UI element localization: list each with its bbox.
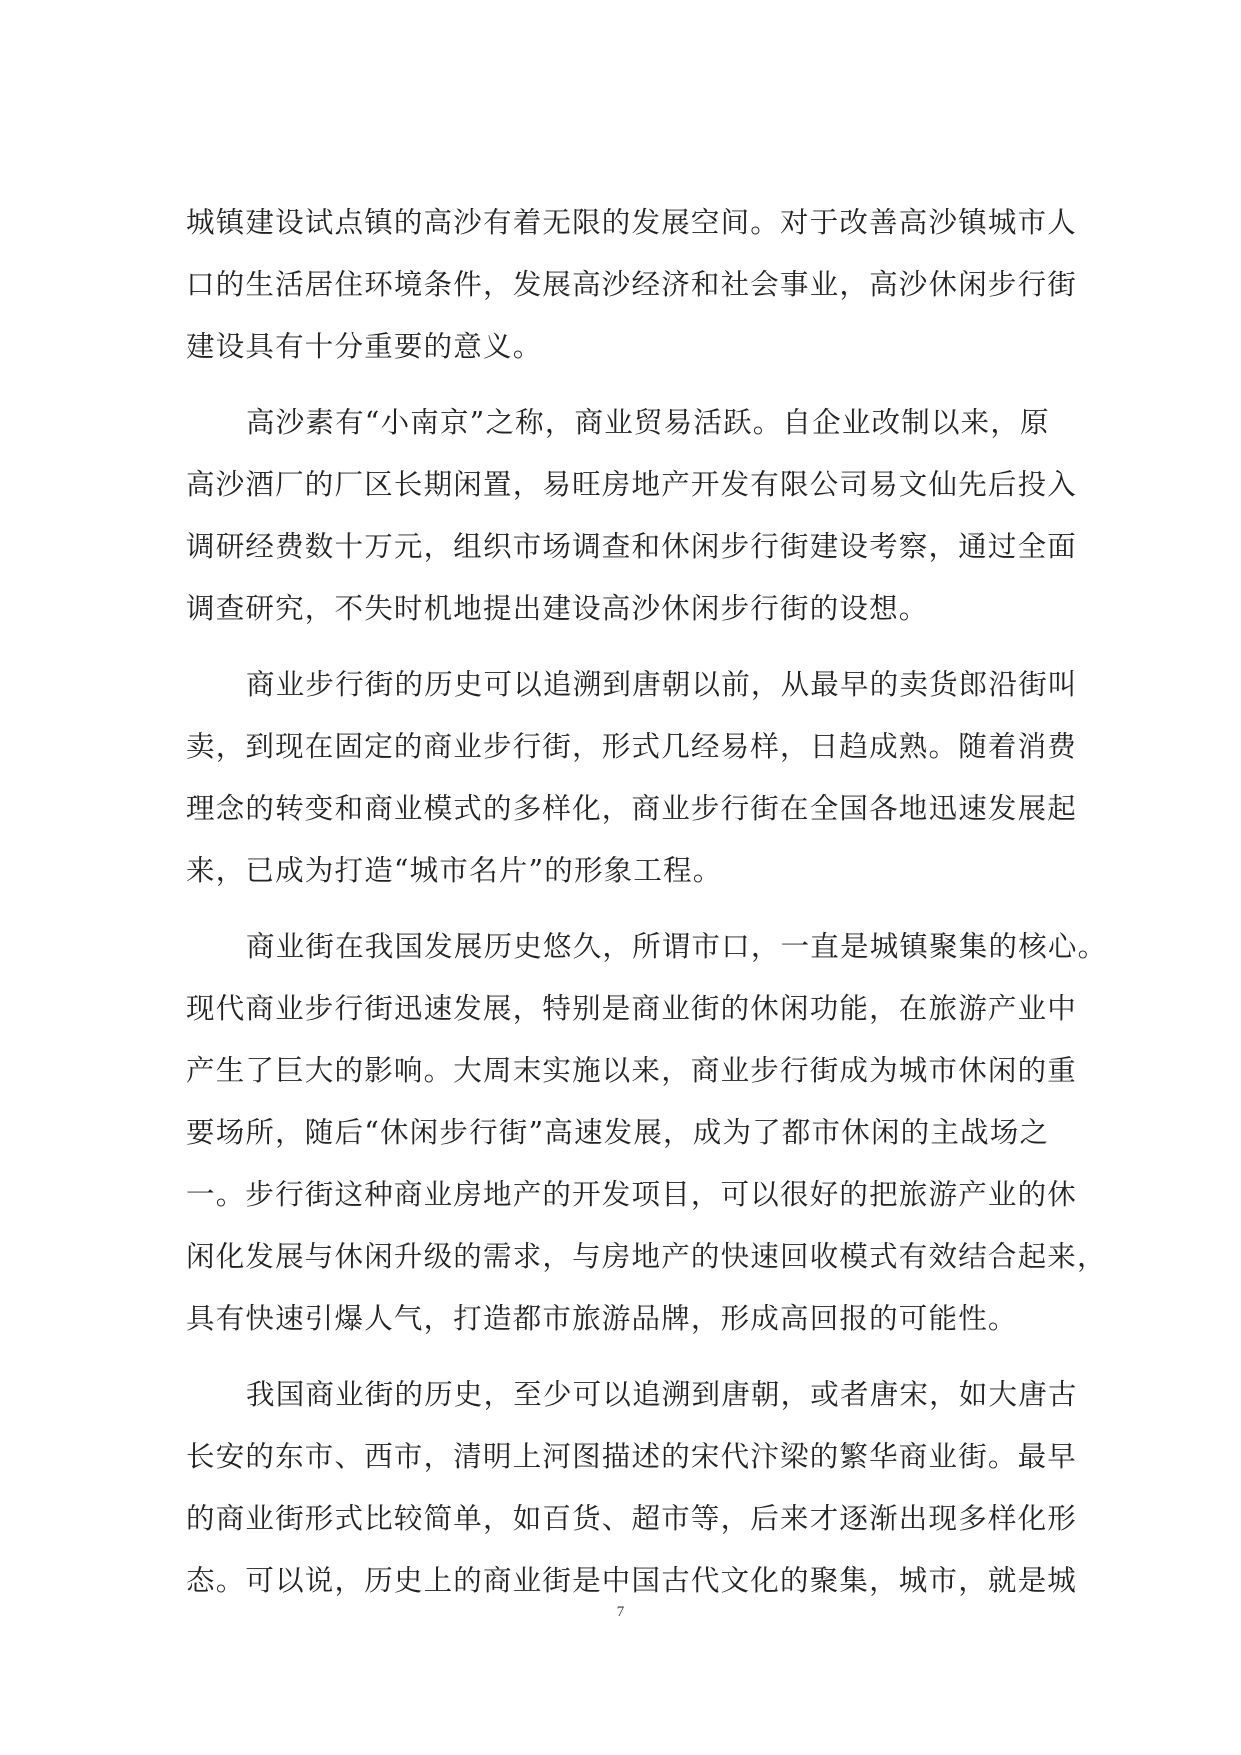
text-line: 理念的转变和商业模式的多样化，商业步行街在全国各地迅速发展起: [186, 792, 1078, 825]
text-line: 城镇建设试点镇的高沙有着无限的发展空间。对于改善高沙镇城市人: [186, 206, 1078, 239]
paragraph: [186, 916, 1108, 1350]
text-line: 高沙素有“小南京”之称，商业贸易活跃。自企业改制以来，原: [246, 406, 1050, 439]
text-line: 我国商业街的历史，至少可以追溯到唐朝，或者唐宋，如大唐古: [246, 1378, 1078, 1411]
text-line: 建设具有十分重要的意义。: [186, 330, 543, 363]
paragraph: [186, 654, 1078, 902]
text-line: 高沙酒厂的厂区长期闲置，易旺房地产开发有限公司易文仙先后投入: [186, 468, 1078, 501]
paragraph: [186, 392, 1078, 640]
text-line: 口的生活居住环境条件，发展高沙经济和社会事业，高沙休闲步行街: [186, 268, 1078, 301]
text-line: 的商业街形式比较简单，如百货、超市等，后来才逐渐出现多样化形: [186, 1502, 1078, 1535]
text-line: 闲化发展与休闲升级的需求，与房地产的快速回收模式有效结合起来，: [186, 1240, 1107, 1273]
body-text: [186, 192, 1108, 1612]
text-line: 长安的东市、西市，清明上河图描述的宋代汴梁的繁华商业街。最早: [186, 1440, 1078, 1473]
text-line: 商业步行街的历史可以追溯到唐朝以前，从最早的卖货郎沿街叫: [246, 668, 1078, 701]
paragraph: [186, 1364, 1078, 1612]
text-line: 调研经费数十万元，组织市场调查和休闲步行街建设考察，通过全面: [186, 530, 1078, 563]
text-line: 要场所，随后“休闲步行街”高速发展，成为了都市休闲的主战场之: [186, 1116, 1050, 1149]
text-line: 调查研究，不失时机地提出建设高沙休闲步行街的设想。: [186, 592, 929, 625]
text-line: 态。可以说，历史上的商业街是中国古代文化的聚集，城市，就是城: [186, 1564, 1078, 1597]
text-line: 来，已成为打造“城市名片”的形象工程。: [186, 854, 723, 887]
text-line: 商业街在我国发展历史悠久，所谓市口，一直是城镇聚集的核心。: [246, 930, 1108, 963]
text-line: 卖，到现在固定的商业步行街，形式几经易样，日趋成熟。随着消费: [186, 730, 1078, 763]
paragraph: [186, 192, 1078, 378]
text-line: 一。步行街这种商业房地产的开发项目，可以很好的把旅游产业的休: [186, 1178, 1078, 1211]
page-number: 7: [616, 1604, 625, 1620]
text-line: 具有快速引爆人气，打造都市旅游品牌，形成高回报的可能性。: [186, 1302, 1018, 1335]
text-line: 产生了巨大的影响。大周末实施以来，商业步行街成为城市休闲的重: [186, 1054, 1078, 1087]
text-line: 现代商业步行街迅速发展，特别是商业街的休闲功能，在旅游产业中: [186, 992, 1078, 1025]
